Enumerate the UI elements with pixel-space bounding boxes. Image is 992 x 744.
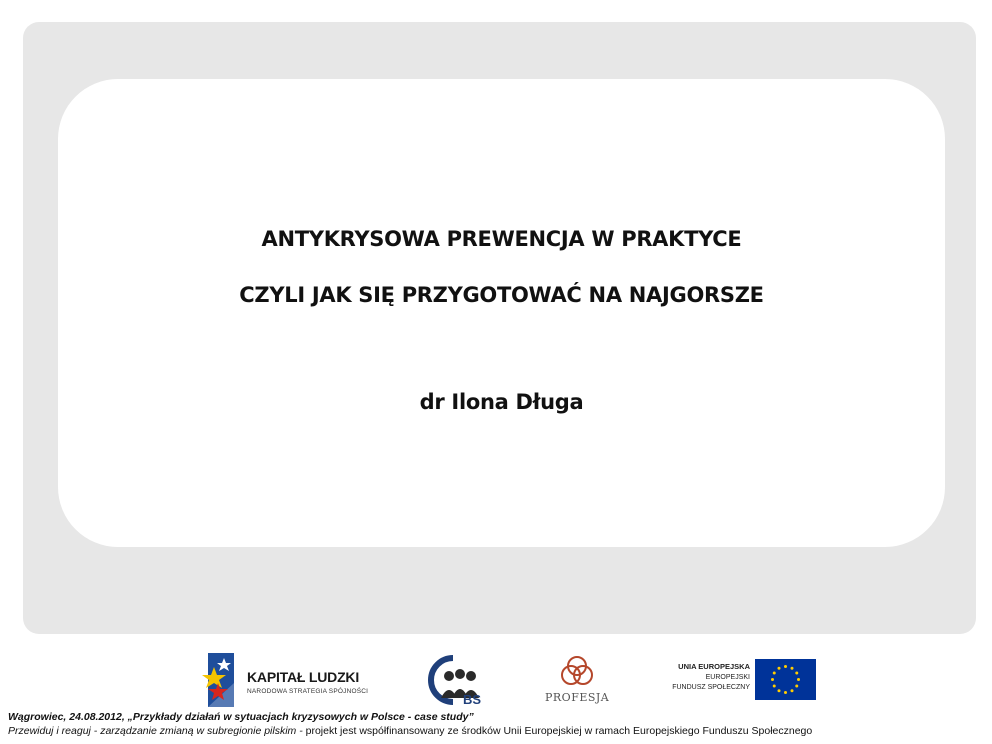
author-name: dr Ilona Długa — [419, 390, 584, 414]
kapital-ludzki-flag-icon — [202, 653, 236, 707]
profesja-name: PROFESJA — [545, 691, 610, 704]
eu-flag-icon — [755, 659, 816, 700]
eu-star-icon — [797, 678, 800, 681]
eu-star-icon — [795, 672, 798, 675]
footer-project-name: Przewiduj i reaguj - zarządzanie zmianą w subregionie pilskim - — [8, 725, 306, 737]
eu-star-icon — [784, 691, 787, 694]
eu-star-icon — [771, 678, 774, 681]
eu-text-block — [660, 662, 750, 693]
title-line-2: CZYLI JAK SIĘ PRZYGOTOWAĆ NA NAJGORSZE — [239, 283, 764, 307]
kapital-ludzki-logo — [202, 652, 382, 708]
eu-star-icon — [791, 689, 794, 692]
eu-star-icon — [791, 667, 794, 670]
eu-star-icon — [773, 685, 776, 688]
profesja-logo — [545, 654, 609, 708]
cbs-logo — [423, 654, 493, 711]
eu-star-icon — [795, 685, 798, 688]
kapital-ludzki-subtitle: NARODOWA STRATEGIA SPÓJNOŚCI — [247, 688, 369, 695]
sponsor-logos — [0, 652, 992, 708]
eu-line-1: UNIA EUROPEJSKA — [678, 662, 750, 671]
eu-star-icon — [778, 689, 781, 692]
footer-event-line: Wągrowiec, 24.08.2012, „Przykłady działań w sytuacjach kryzysowych w Polsce - case study” — [8, 711, 474, 723]
cbs-people-icon — [423, 654, 493, 706]
title-line-1: ANTYKRYSOWA PREWENCJA W PRAKTYCE — [261, 227, 742, 251]
eu-star-icon — [778, 667, 781, 670]
profesja-rings-icon — [560, 654, 594, 688]
eu-star-icon — [773, 672, 776, 675]
footer-funding-text: projekt jest współfinansowany ze środków Unii Europejskiej w ramach Europejskiego Funduszu Społecznego — [305, 725, 813, 737]
eu-line-2: EUROPEJSKI — [705, 674, 750, 681]
eu-star-icon — [784, 665, 787, 668]
title-panel — [58, 79, 945, 547]
footer-project-line — [8, 725, 812, 737]
cbs-text: BS — [463, 692, 482, 706]
kapital-ludzki-title: KAPITAŁ LUDZKI — [247, 669, 360, 685]
eu-line-3: FUNDUSZ SPOŁECZNY — [672, 684, 750, 691]
